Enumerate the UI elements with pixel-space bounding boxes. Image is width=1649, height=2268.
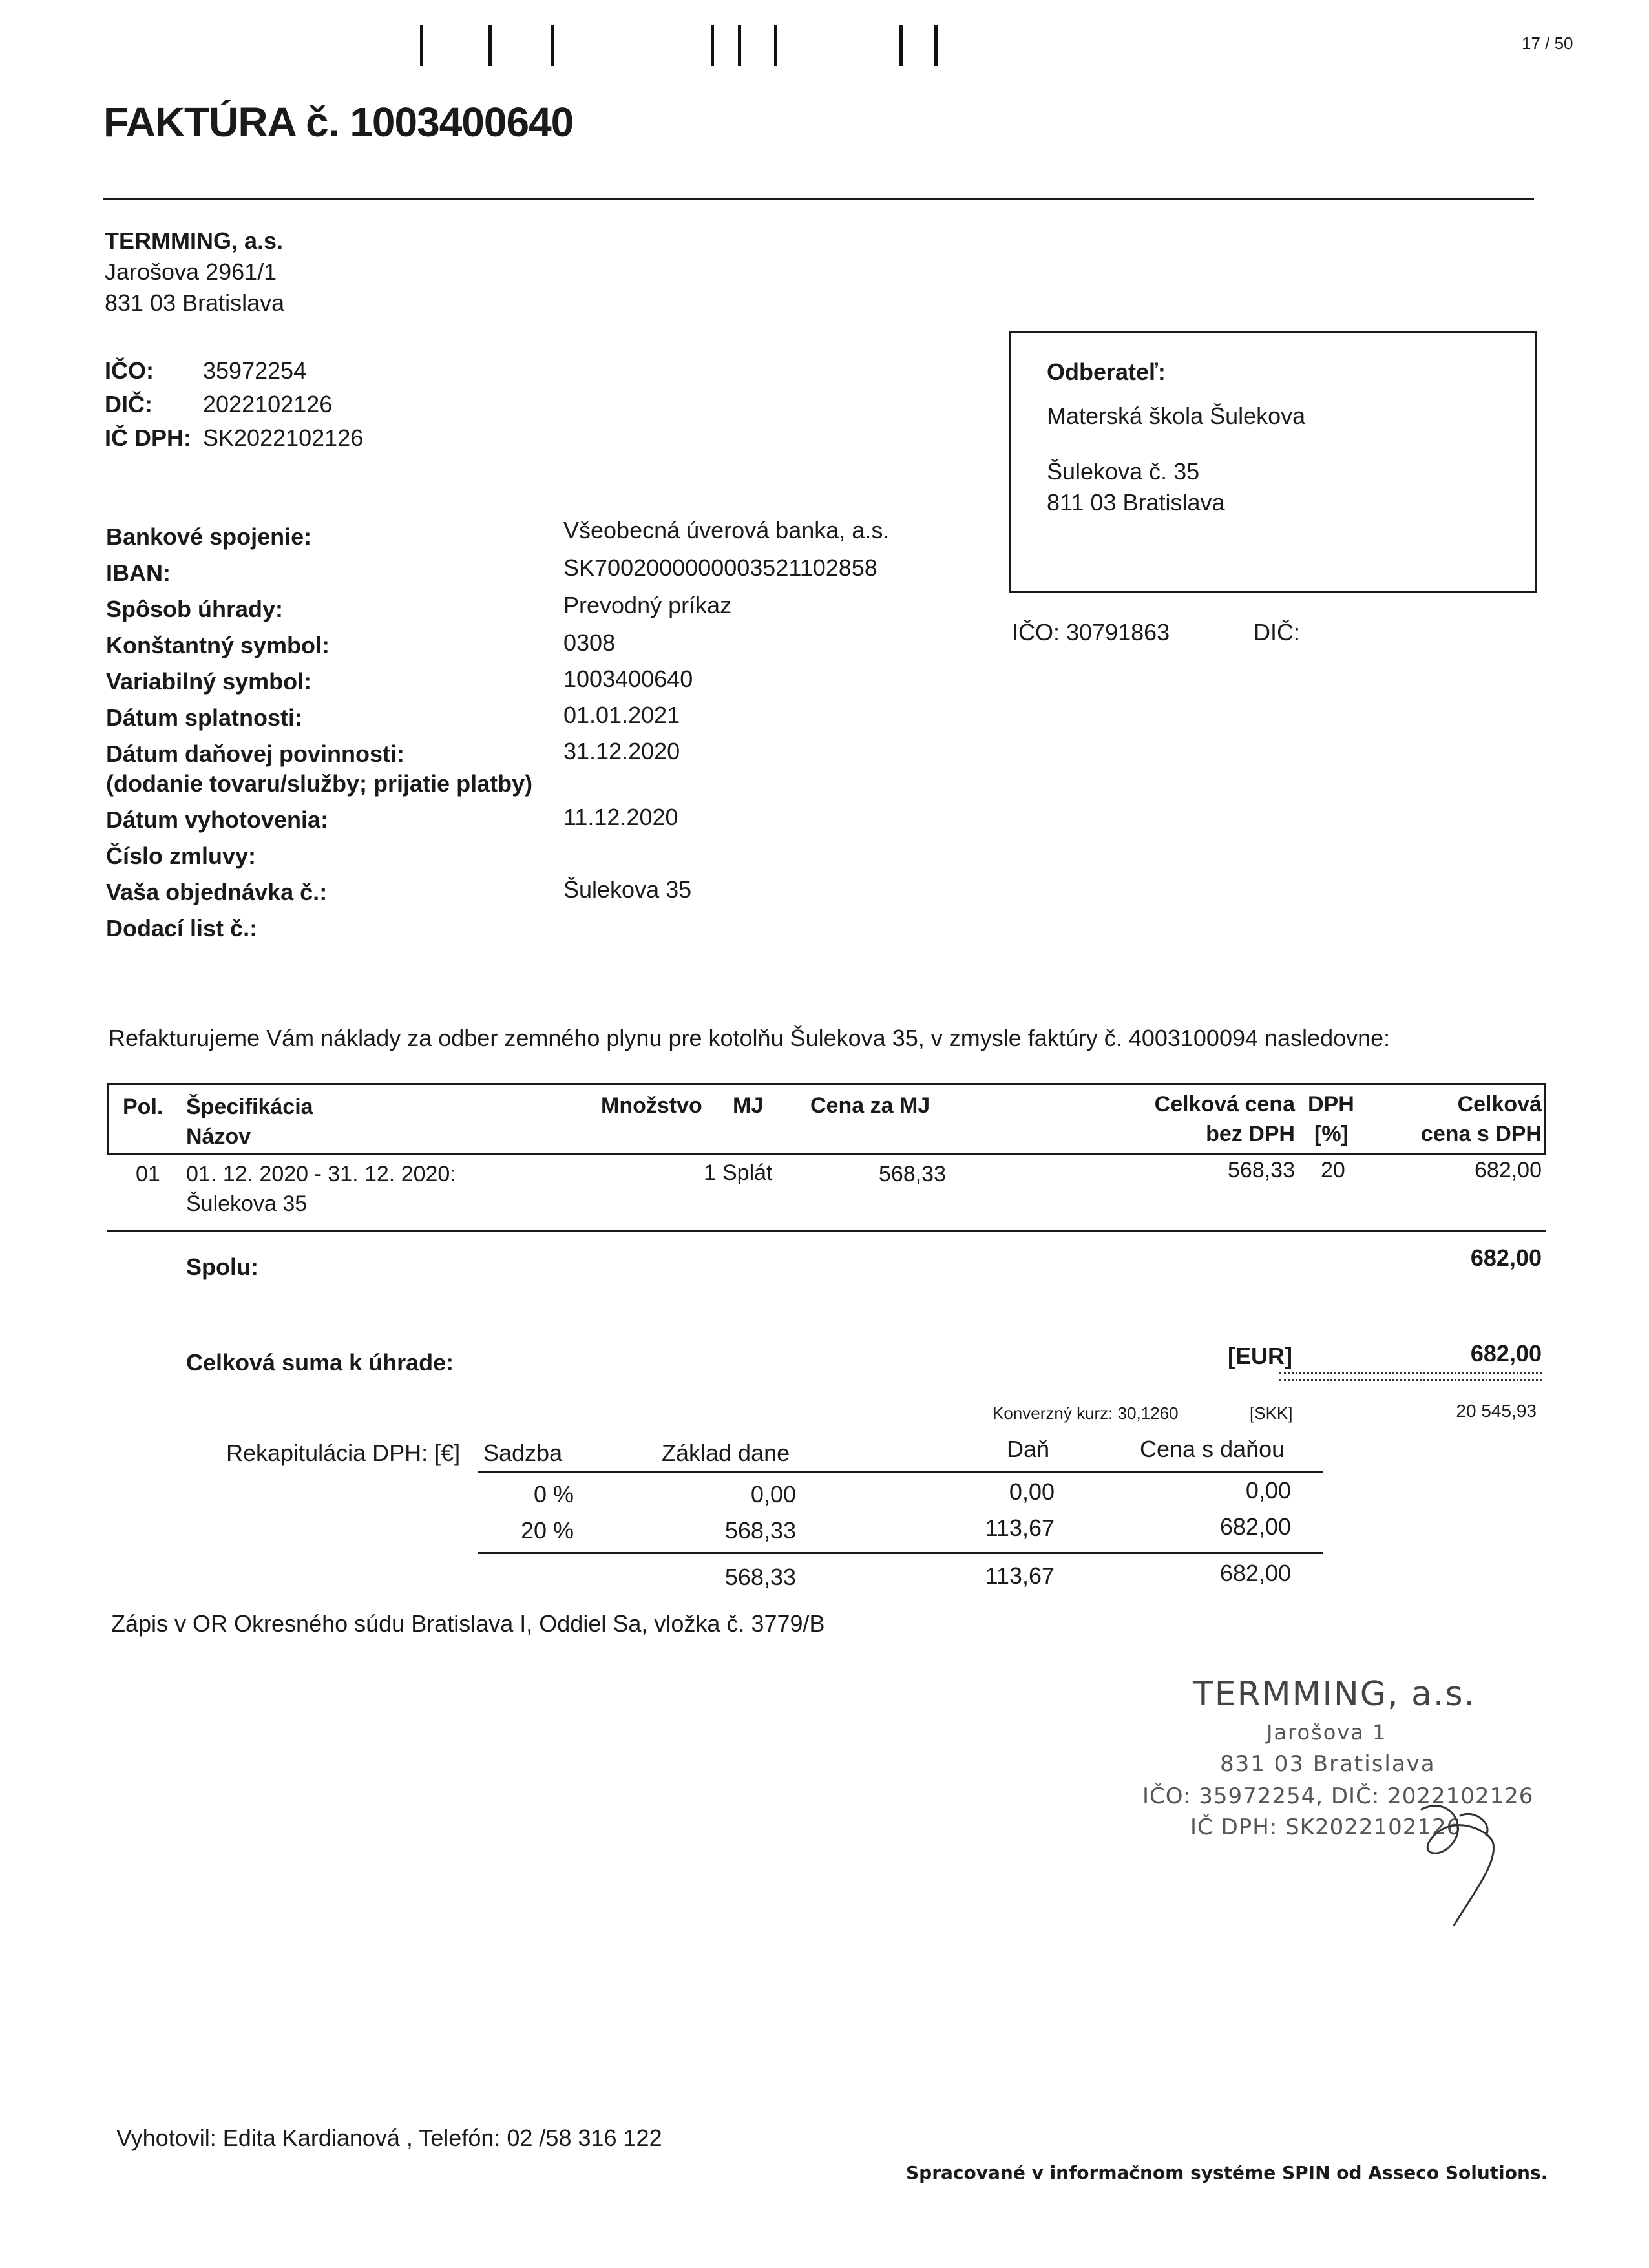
stamp-city: 831 03 Bratislava (1220, 1751, 1436, 1777)
row-mj: Splát (722, 1160, 773, 1185)
total-dotted-rule (1279, 1379, 1542, 1381)
stamp-street: Jarošova 1 (1266, 1720, 1387, 1745)
intro-text: Refakturujeme Vám náklady za odber zemného plynu pre kotolňu Šulekova 35, v zmysle faktúry č. 4003100094 nasledovne: (109, 1025, 1391, 1051)
col-vat: DPH (1308, 1092, 1354, 1117)
stamp-name: TERMMING, a.s. (1193, 1675, 1476, 1714)
page-number: 17 / 50 (1522, 34, 1573, 53)
row-spec-sub: Šulekova 35 (186, 1192, 308, 1216)
signature (1396, 1783, 1538, 1926)
title-divider (103, 198, 1534, 200)
vat-rate: 0 % (533, 1481, 574, 1507)
supplier-icdph: SK2022102126 (203, 425, 364, 451)
supplier-dic-label: DIČ: (105, 391, 152, 417)
col-total-net: Celková cena (1154, 1092, 1295, 1117)
total-label: Celková suma k úhrade: (186, 1349, 454, 1376)
vat-total-base: 568,33 (724, 1564, 796, 1590)
detail-label: Spôsob úhrady: (106, 596, 284, 622)
vat-gross: 682,00 (1219, 1513, 1291, 1540)
supplier-ico: 35972254 (203, 357, 307, 384)
row-qty: 1 (704, 1160, 716, 1185)
sum-label: Spolu: (186, 1254, 258, 1280)
sum-value: 682,00 (1470, 1244, 1542, 1271)
row-price: 568,33 (879, 1162, 946, 1186)
detail-value: Všeobecná úverová banka, a.s. (563, 517, 890, 543)
vat-recap-label: Rekapitulácia DPH: [€] (226, 1440, 461, 1466)
stamp-ids: IČO: 35972254, DIČ: 2022102126 (1142, 1783, 1534, 1809)
vat-total-rule (478, 1552, 1323, 1554)
vat-col-base: Základ dane (662, 1440, 790, 1466)
supplier-city: 831 03 Bratislava (105, 289, 285, 316)
row-vat: 20 (1321, 1158, 1345, 1182)
detail-label: Dodací list č.: (106, 915, 258, 941)
detail-value: 11.12.2020 (563, 804, 678, 830)
detail-label: Dátum vyhotovenia: (106, 806, 329, 833)
customer-box (1009, 331, 1537, 593)
supplier-icdph-label: IČ DPH: (105, 425, 191, 451)
vat-total-tax: 113,67 (985, 1562, 1055, 1589)
col-pol: Pol. (123, 1095, 163, 1119)
detail-label: Dátum splatnosti: (106, 704, 303, 731)
detail-label: Variabilný symbol: (106, 668, 312, 695)
supplier-dic: 2022102126 (203, 391, 333, 417)
total-value: 682,00 (1470, 1340, 1542, 1367)
vat-tax: 0,00 (1009, 1478, 1055, 1505)
col-price: Cena za MJ (810, 1093, 930, 1118)
col-total-net-sub: bez DPH (1206, 1122, 1295, 1146)
col-total-gross: Celková (1457, 1092, 1542, 1117)
vat-gross: 0,00 (1245, 1477, 1291, 1504)
detail-label: (dodanie tovaru/služby; prijatie platby) (106, 770, 533, 797)
detail-label: Vaša objednávka č.: (106, 879, 328, 905)
detail-label: Konštantný symbol: (106, 632, 330, 658)
skk-label: [SKK] (1250, 1403, 1293, 1423)
total-dotted-rule (1279, 1372, 1542, 1374)
vat-base: 568,33 (724, 1517, 796, 1544)
detail-value: 01.01.2021 (563, 702, 680, 728)
customer-dic-label: DIČ: (1254, 619, 1300, 646)
detail-label: Číslo zmluvy: (106, 843, 257, 869)
col-mj: MJ (733, 1093, 764, 1118)
row-spec: 01. 12. 2020 - 31. 12. 2020: (186, 1162, 456, 1186)
conversion-rate: Konverzný kurz: 30,1260 (993, 1403, 1179, 1423)
vat-col-tax: Daň (1007, 1436, 1050, 1462)
detail-label: IBAN: (106, 560, 171, 586)
detail-value: 1003400640 (563, 666, 693, 692)
stamp-icdph: IČ DPH: SK2022102126 (1190, 1814, 1462, 1840)
customer-street: Šulekova č. 35 (1047, 458, 1200, 485)
issued-by: Vyhotovil: Edita Kardianová , Telefón: 02 /58 316 122 (116, 2125, 662, 2151)
detail-value: 0308 (563, 629, 616, 656)
vat-col-gross: Cena s daňou (1140, 1436, 1285, 1462)
skk-value: 20 545,93 (1456, 1401, 1537, 1421)
detail-label: Dátum daňovej povinnosti: (106, 740, 405, 767)
col-vat-sub: [%] (1314, 1122, 1349, 1146)
detail-value: Šulekova 35 (563, 876, 692, 903)
customer-city: 811 03 Bratislava (1047, 489, 1225, 516)
detail-value: 31.12.2020 (563, 738, 680, 764)
row-total-net: 568,33 (1228, 1158, 1295, 1182)
detail-value: Prevodný príkaz (563, 592, 732, 618)
vat-col-rate: Sadzba (483, 1440, 563, 1466)
vat-tax: 113,67 (985, 1515, 1055, 1541)
col-total-gross-sub: cena s DPH (1420, 1122, 1542, 1146)
supplier-ico-label: IČO: (105, 357, 154, 384)
customer-heading: Odberateľ: (1047, 359, 1166, 385)
row-total-gross: 682,00 (1475, 1158, 1542, 1182)
supplier-street: Jarošova 2961/1 (105, 258, 277, 285)
vat-base: 0,00 (750, 1481, 796, 1507)
invoice-title: FAKTÚRA č. 1003400640 (103, 99, 574, 145)
vat-total-gross: 682,00 (1219, 1560, 1291, 1586)
customer-ico: IČO: 30791863 (1012, 619, 1170, 646)
detail-label: Bankové spojenie: (106, 523, 312, 550)
col-qty: Množstvo (601, 1093, 702, 1118)
vat-header-rule (478, 1471, 1323, 1473)
supplier-name: TERMMING, a.s. (105, 227, 284, 254)
software-footer: Spracované v informačnom systéme SPIN od Asseco Solutions. (906, 2162, 1548, 2183)
customer-name: Materská škola Šulekova (1047, 403, 1306, 429)
register-note: Zápis v OR Okresného súdu Bratislava I, Oddiel Sa, vložka č. 3779/B (111, 1610, 825, 1637)
detail-value: SK7002000000003521102858 (563, 554, 877, 581)
total-currency: [EUR] (1228, 1343, 1292, 1369)
col-spec: Špecifikácia (186, 1095, 313, 1119)
row-pol: 01 (136, 1162, 160, 1186)
col-nazov: Názov (186, 1124, 251, 1149)
table-bottom-rule (107, 1230, 1546, 1232)
vat-rate: 20 % (520, 1517, 574, 1544)
